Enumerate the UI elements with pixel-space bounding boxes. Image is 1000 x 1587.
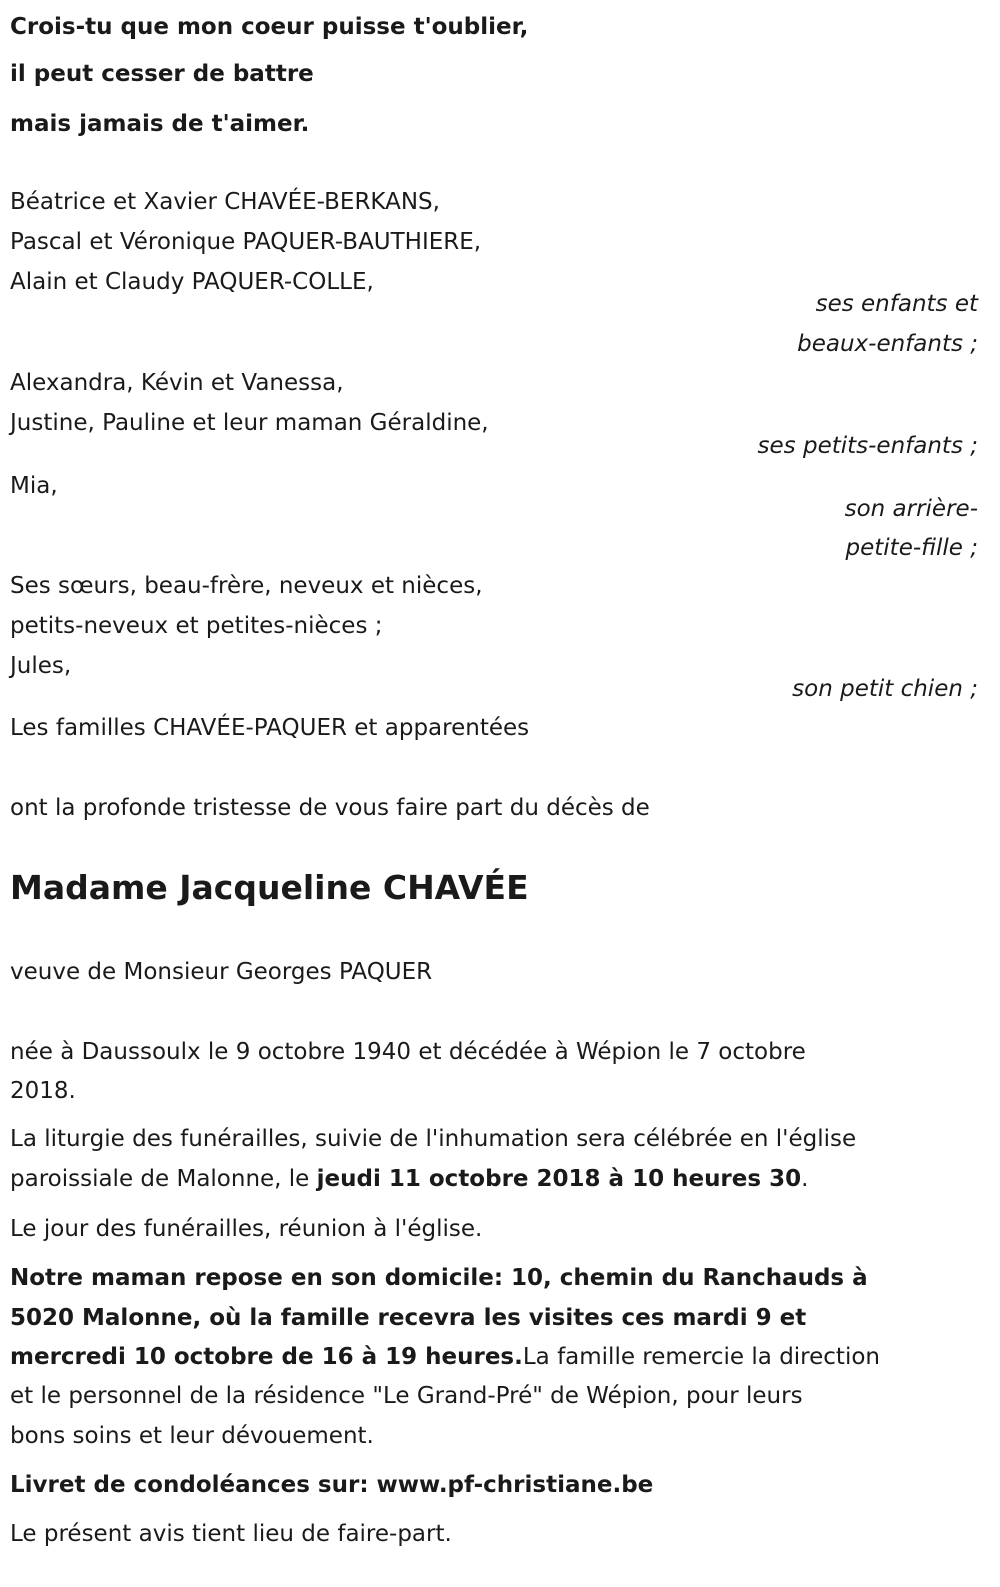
family-line: Béatrice et Xavier CHAVÉE-BERKANS,	[10, 189, 440, 215]
widow-of: veuve de Monsieur Georges PAQUER	[10, 959, 433, 985]
rest-bold: mercredi 10 octobre de 16 à 19 heures.	[10, 1344, 523, 1370]
birth-death: 2018.	[10, 1078, 76, 1104]
family-line: Alexandra, Kévin et Vanessa,	[10, 370, 344, 396]
family-line: Mia,	[10, 473, 58, 499]
notice: Le présent avis tient lieu de faire-part.	[10, 1521, 452, 1547]
reunion: Le jour des funérailles, réunion à l'église.	[10, 1216, 483, 1242]
family-line: Ses sœurs, beau-frère, neveux et nièces,	[10, 573, 483, 599]
family-line: petits-neveux et petites-nièces ;	[10, 613, 383, 639]
rest-line	[10, 1341, 880, 1373]
deceased-name: Madame Jacqueline CHAVÉE	[10, 868, 529, 907]
liturgy-text: paroissiale de Malonne, le	[10, 1166, 317, 1192]
condolences-link[interactable]: Livret de condoléances sur: www.pf-christiane.be	[10, 1472, 654, 1498]
family-role: son petit chien ;	[792, 676, 978, 702]
poem-line: Crois-tu que mon coeur puisse t'oublier,	[10, 14, 529, 40]
family-line: Justine, Pauline et leur maman Géraldine,	[10, 410, 489, 436]
families-line: Les familles CHAVÉE-PAQUER et apparentées	[10, 715, 530, 741]
family-line: Pascal et Véronique PAQUER-BAUTHIERE,	[10, 229, 482, 255]
rest-line: 5020 Malonne, où la famille recevra les visites ces mardi 9 et	[10, 1305, 807, 1331]
thanks-text: La famille remercie la direction	[522, 1344, 880, 1370]
liturgy-text: .	[801, 1166, 809, 1192]
family-role: ses petits-enfants ;	[757, 433, 978, 459]
family-role: son arrière-	[844, 496, 978, 522]
liturgy-line: La liturgie des funérailles, suivie de l'inhumation sera célébrée en l'église	[10, 1126, 857, 1152]
family-role: ses enfants et	[815, 291, 978, 317]
family-line: Jules,	[10, 653, 72, 679]
thanks-line: et le personnel de la résidence "Le Grand-Pré" de Wépion, pour leurs	[10, 1383, 803, 1409]
family-line: Alain et Claudy PAQUER-COLLE,	[10, 269, 374, 295]
liturgy-line	[10, 1163, 808, 1195]
family-role: beaux-enfants ;	[797, 331, 978, 357]
family-role: petite-fille ;	[845, 535, 978, 561]
poem-line: il peut cesser de battre	[10, 61, 314, 87]
liturgy-date: jeudi 11 octobre 2018 à 10 heures 30	[316, 1166, 802, 1192]
birth-death: née à Daussoulx le 9 octobre 1940 et décédée à Wépion le 7 octobre	[10, 1039, 806, 1065]
announcement: ont la profonde tristesse de vous faire part du décès de	[10, 795, 650, 821]
rest-line: Notre maman repose en son domicile: 10, chemin du Ranchauds à	[10, 1265, 868, 1291]
poem-line: mais jamais de t'aimer.	[10, 111, 310, 137]
thanks-line: bons soins et leur dévouement.	[10, 1423, 374, 1449]
